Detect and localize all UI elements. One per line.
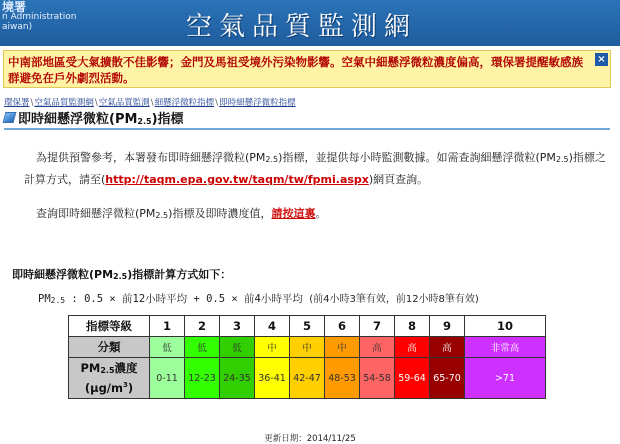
click-here-link[interactable]: 請按這裏 [271,207,316,220]
agency-name: 境署 [2,0,27,14]
level-cell: 8 [395,316,430,337]
close-icon[interactable]: × [595,53,608,66]
category-cell: 低 [150,337,185,358]
level-cell: 5 [290,316,325,337]
air-quality-alert-banner [3,50,611,88]
table-row [69,337,546,358]
agency-logo-text[interactable] [2,2,76,32]
breadcrumb-pm25-index[interactable]: 細懸浮微粒指標 [154,98,215,108]
concentration-range-cell: >71 [465,358,546,399]
category-cell: 高 [395,337,430,358]
concentration-range-cell: 42-47 [290,358,325,399]
fpmi-calculation-link[interactable]: http://taqm.epa.gov.tw/taqm/tw/fpmi.aspx [105,173,369,186]
site-header [0,0,620,46]
category-cell: 中 [325,337,360,358]
concentration-range-cell: 48-53 [325,358,360,399]
breadcrumb: 環保署\空氣品質監測網\空氣品質監測\細懸浮微粒指標\即時細懸浮微粒指標 [4,98,296,108]
formula-expression: PM2.5 : 0.5 × 前12小時平均 + 0.5 × 前4小時平均 (前4小時3筆有效，前12小時8筆有效) [38,293,479,305]
page-title-icon [3,112,17,123]
formula-heading: 即時細懸浮微粒(PM2.5)指標計算方式如下： [12,268,232,281]
breadcrumb-realtime-pm25-index[interactable]: 即時細懸浮微粒指標 [219,98,296,108]
concentration-header: PM2.5濃度 $(\mu g/m^3)$ [69,358,150,399]
last-updated-date: 更新日期：2014/11/25 [264,434,356,444]
table-row [69,316,546,337]
category-cell: 低 [185,337,220,358]
concentration-range-cell: 24-35 [220,358,255,399]
level-cell: 4 [255,316,290,337]
breadcrumb-air-quality-monitoring[interactable]: 空氣品質監測 [98,98,150,108]
concentration-range-cell: 36-41 [255,358,290,399]
concentration-range-cell: 59-64 [395,358,430,399]
category-cell: 中 [255,337,290,358]
table-row [69,358,546,399]
alert-text: 中南部地區受大氣擴散不佳影響；金門及馬祖受境外污染物影響。空氣中細懸浮微粒濃度偏高，環保署提醒敏感族群避免在戶外劇烈活動。 [8,55,583,85]
pm25-index-table [68,315,546,399]
level-cell: 9 [430,316,465,337]
query-paragraph: 查詢即時細懸浮微粒(PM2.5)指標及即時濃度值，請按這裏。 [36,207,327,220]
category-cell: 低 [220,337,255,358]
formula-note: (前4小時3筆有效，前12小時8筆有效) [309,294,479,305]
breadcrumb-epa[interactable]: 環保署 [4,98,30,108]
level-cell: 6 [325,316,360,337]
concentration-range-cell: 12-23 [185,358,220,399]
site-title: 空氣品質監測網 [186,12,418,42]
intro-paragraph: 為提供預警參考，本署發布即時細懸浮微粒(PM2.5)指標，並提供每小時監測數據。如需查詢細懸浮微粒(PM2.5)指標之 計算方式，請至(http://taqm.epa.gov.tw/taqm/tw/fpmi.aspx)網頁查詢。 [24,151,606,186]
concentration-range-cell: 65-70 [430,358,465,399]
concentration-range-cell: 0-11 [150,358,185,399]
agency-country: aiwan) [2,22,33,32]
level-cell: 1 [150,316,185,337]
level-header: 指標等級 [69,316,150,337]
category-cell: 非常高 [465,337,546,358]
breadcrumb-air-quality-network[interactable]: 空氣品質監測網 [34,98,94,108]
agency-english-name: n Administration [2,12,77,22]
level-cell: 7 [360,316,395,337]
page-title: 即時細懸浮微粒(PM2.5)指標 [4,108,184,127]
category-header: 分類 [69,337,150,358]
level-cell: 2 [185,316,220,337]
category-cell: 高 [360,337,395,358]
level-cell: 10 [465,316,546,337]
category-cell: 中 [290,337,325,358]
concentration-range-cell: 54-58 [360,358,395,399]
level-cell: 3 [220,316,255,337]
category-cell: 高 [430,337,465,358]
title-divider [4,128,610,130]
